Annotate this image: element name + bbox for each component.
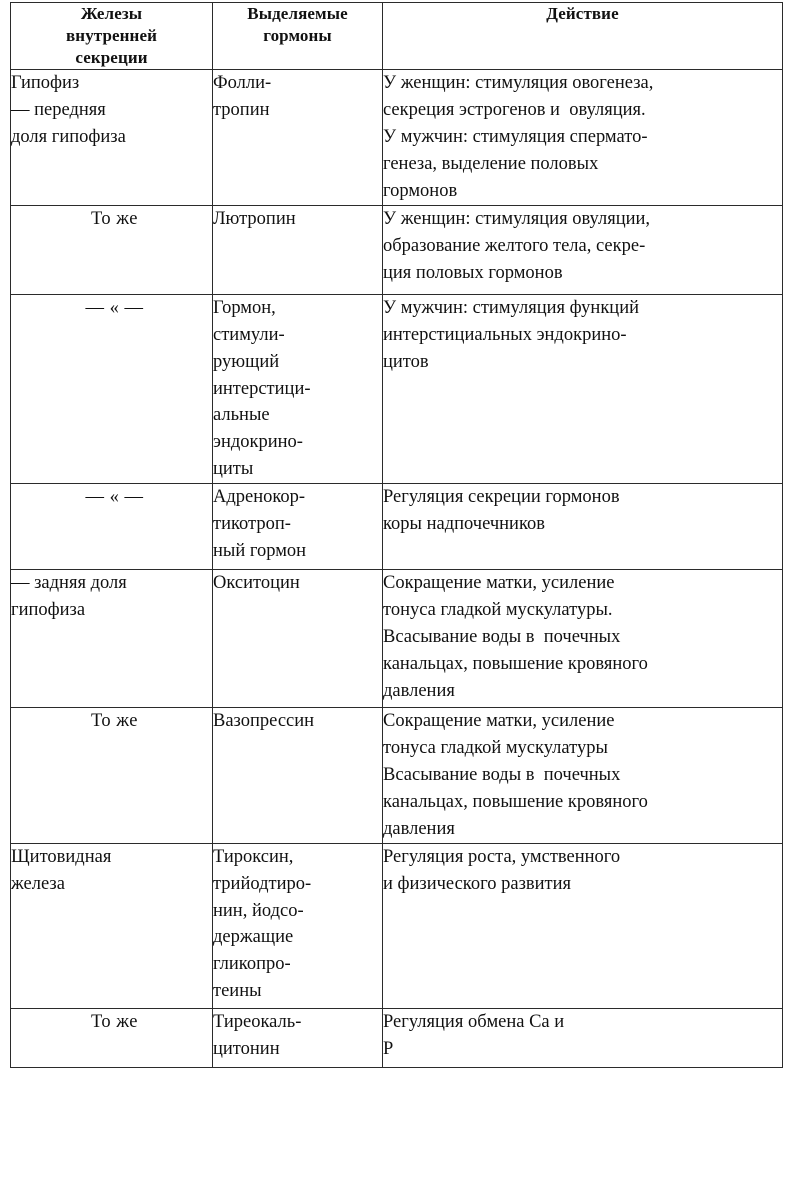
cell-text-line: То же — [90, 1011, 139, 1032]
cell-text-line: — передняя — [11, 100, 106, 121]
cell-text-line: Тиреокаль- — [213, 1011, 302, 1032]
column-header-line: Выделяемые — [247, 4, 348, 23]
cell-text-line: гликопро- — [213, 954, 291, 975]
cell-text-line: тонуса гладкой мускулатуры. — [383, 600, 613, 621]
cell-text-line: Вазопрессин — [213, 711, 315, 732]
cell-text-line: Всасывание воды в почечных — [383, 764, 621, 785]
cell-text-line: Гипофиз — [11, 73, 80, 94]
cell-text-line: Сокращение матки, усиление — [383, 711, 615, 732]
cell-text-line: тонуса гладкой мускулатуры — [383, 738, 608, 759]
table-body — [11, 70, 783, 1067]
cell-text-line: и физического развития — [383, 873, 572, 894]
cell-text-line: Гормон, — [213, 297, 276, 318]
cell-text-line: интерстици- — [213, 378, 311, 399]
table-row — [11, 205, 783, 294]
cell-hormone — [213, 708, 383, 844]
cell-gland — [11, 708, 213, 844]
table-header-row — [11, 3, 783, 70]
endocrine-glands-table — [10, 2, 783, 1068]
column-header-action — [383, 3, 783, 70]
cell-text-line: образование желтого тела, секре- — [383, 235, 646, 256]
column-header-line: Действие — [546, 4, 619, 23]
cell-gland — [11, 70, 213, 206]
cell-text-line: — « — — [85, 297, 144, 318]
cell-action — [383, 843, 783, 1008]
cell-text-line: давления — [383, 680, 455, 701]
cell-text-line: тикотроп- — [213, 514, 291, 535]
cell-action — [383, 570, 783, 708]
cell-text-line: — « — — [85, 487, 144, 508]
table-row — [11, 1008, 783, 1067]
cell-text-line: Регуляция роста, умственного — [383, 846, 621, 867]
cell-text-line: У мужчин: стимуляция функций — [383, 297, 640, 318]
cell-text-line: ный гормон — [213, 540, 307, 561]
column-header-hormones — [213, 3, 383, 70]
cell-text-line: давления — [383, 818, 455, 839]
cell-gland — [11, 843, 213, 1008]
cell-text-line: тропин — [213, 100, 270, 121]
cell-text-line: У женщин: стимуляция овогенеза, — [383, 73, 654, 94]
cell-text-line: То же — [90, 208, 139, 229]
cell-text-line: альные — [213, 405, 270, 426]
cell-text-line: ция половых гормонов — [383, 262, 563, 283]
cell-text-line: Сокращение матки, усиление — [383, 573, 615, 594]
table-row — [11, 70, 783, 206]
cell-text-line: циты — [213, 459, 254, 480]
cell-text-line: секреция эстрогенов и овуляция. — [383, 100, 646, 121]
cell-text-line: Регуляция обмена Са и — [383, 1011, 565, 1032]
cell-text-line: Всасывание воды в почечных — [383, 626, 621, 647]
cell-hormone — [213, 484, 383, 570]
cell-text-line: стимули- — [213, 324, 285, 345]
cell-hormone — [213, 843, 383, 1008]
cell-text-line: коры надпочечников — [383, 514, 545, 535]
cell-hormone — [213, 294, 383, 483]
cell-gland — [11, 484, 213, 570]
cell-action — [383, 70, 783, 206]
cell-action — [383, 205, 783, 294]
cell-text-line: гормонов — [383, 180, 458, 201]
cell-gland — [11, 570, 213, 708]
cell-action — [383, 708, 783, 844]
cell-text-line: железа — [11, 873, 65, 894]
column-header-line: Железы — [80, 4, 143, 23]
cell-gland — [11, 1008, 213, 1067]
cell-text-line: генеза, выделение половых — [383, 154, 599, 174]
cell-text-line: У женщин: стимуляция овуляции, — [383, 208, 651, 229]
cell-text-line: держащие — [213, 927, 294, 948]
cell-text-line: Р — [383, 1038, 394, 1059]
cell-hormone — [213, 570, 383, 708]
cell-text-line: То же — [90, 711, 139, 732]
cell-text-line: эндокрино- — [213, 432, 303, 453]
cell-text-line: — задняя доля — [11, 573, 127, 594]
cell-text-line: гипофиза — [11, 600, 86, 621]
table-row — [11, 708, 783, 844]
cell-text-line: Окситоцин — [213, 573, 300, 594]
cell-text-line: цитонин — [213, 1038, 280, 1059]
cell-text-line: Фолли- — [213, 73, 272, 94]
cell-text-line: Регуляция секреции гормонов — [383, 487, 620, 508]
cell-text-line: канальцах, повышение кровяного — [383, 653, 648, 674]
table-row — [11, 570, 783, 708]
cell-action — [383, 484, 783, 570]
cell-hormone — [213, 70, 383, 206]
column-header-line: гормоны — [263, 26, 332, 46]
cell-text-line: интерстициальных эндокрино- — [383, 324, 627, 345]
cell-text-line: Тироксин, — [213, 846, 294, 867]
cell-gland — [11, 205, 213, 294]
cell-text-line: цитов — [383, 351, 429, 372]
cell-text-line: канальцах, повышение кровяного — [383, 791, 648, 812]
cell-hormone — [213, 1008, 383, 1067]
column-header-line: внутренней — [66, 26, 157, 46]
cell-text-line: Щитовидная — [11, 846, 112, 867]
cell-text-line: теины — [213, 981, 262, 1002]
cell-text-line: Лютропин — [213, 208, 296, 229]
cell-text-line: доля гипофиза — [11, 127, 126, 148]
cell-action — [383, 1008, 783, 1067]
cell-action — [383, 294, 783, 483]
cell-hormone — [213, 205, 383, 294]
cell-text-line: нин, йодсо- — [213, 900, 304, 921]
table-row — [11, 484, 783, 570]
table-row — [11, 294, 783, 483]
cell-text-line: У мужчин: стимуляция спермато- — [383, 127, 648, 148]
cell-text-line: трийодтиро- — [213, 873, 312, 894]
column-header-line: секреции — [75, 48, 148, 68]
cell-text-line: рующий — [213, 351, 280, 372]
column-header-glands — [11, 3, 213, 70]
cell-gland — [11, 294, 213, 483]
table-row — [11, 843, 783, 1008]
table-header — [11, 3, 783, 70]
cell-text-line: Адренокор- — [213, 487, 306, 508]
